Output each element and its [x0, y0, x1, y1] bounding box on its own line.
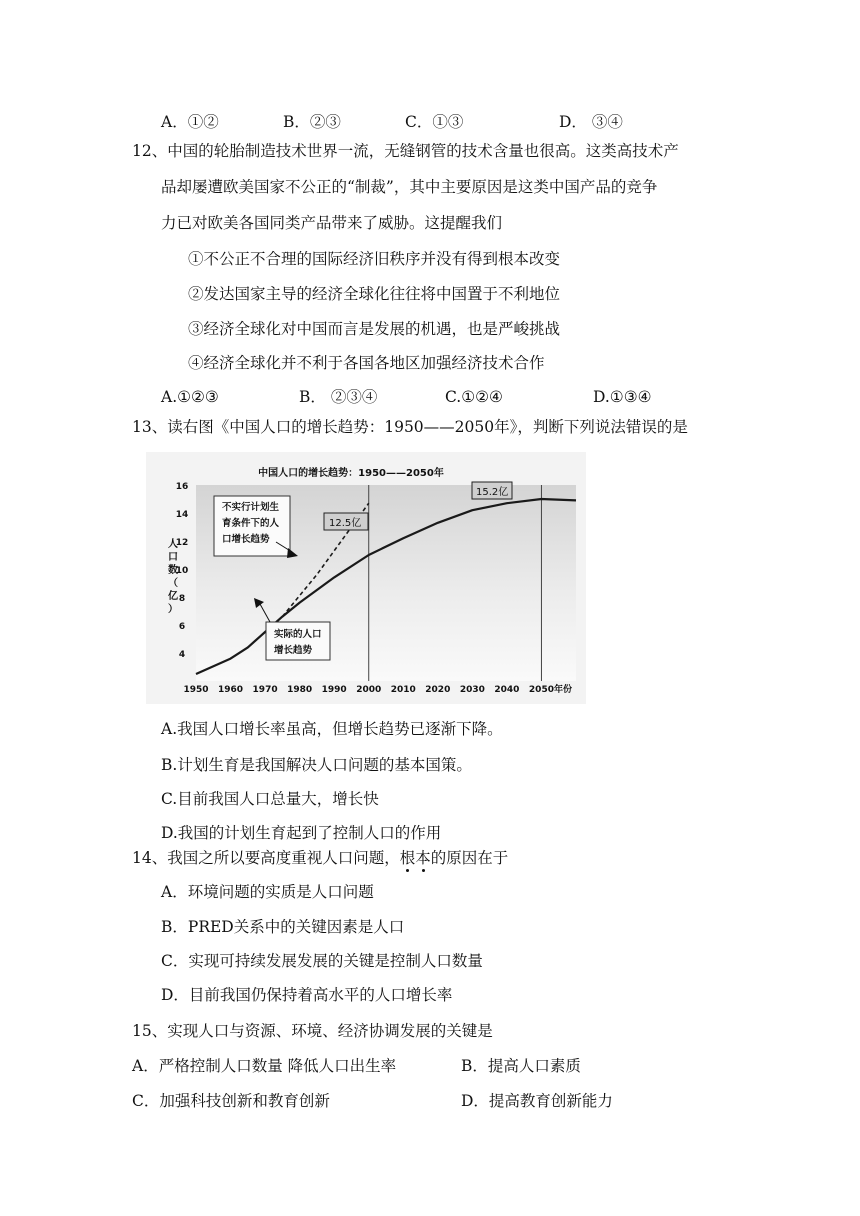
y-tick-label: 16 — [175, 482, 189, 492]
x-tick-label: 2030 — [459, 685, 485, 695]
q14-stem-emph-2: 本 — [415, 849, 431, 867]
y-tick-label: 6 — [178, 622, 186, 632]
q14-option-d: D．目前我国仍保持着高水平的人口增长率 — [161, 986, 453, 1004]
q12-item-2: ②发达国家主导的经济全球化往往将中国置于不利地位 — [188, 285, 561, 303]
q13-option-c: C.目前我国人口总量大，增长快 — [161, 790, 379, 808]
q14-stem — [132, 847, 508, 869]
q13-stem: 13、读右图《中国人口的增长趋势：1950——2050年》，判断下列说法错误的是 — [132, 418, 688, 436]
x-tick-label: 2000 — [356, 685, 382, 695]
q13-option-b: B.计划生育是我国解决人口问题的基本国策。 — [161, 756, 472, 774]
q12-stem-line-3: 力已对欧美各国同类产品带来了威胁。这提醒我们 — [161, 214, 503, 232]
y-tick-label: 8 — [178, 594, 186, 604]
q12-stem-line-2: 品却屡遭欧美国家不公正的“制裁”，其中主要原因是这类中国产品的竞争 — [161, 178, 658, 196]
q11-option-d: D． ③④ — [559, 113, 623, 131]
x-tick-label: 2010 — [390, 685, 416, 695]
legend-box-2-line-1: 实际的人口 — [274, 629, 322, 640]
q12-option-c: C.①②④ — [445, 388, 503, 406]
q15-stem: 15、实现人口与资源、环境、经济协调发展的关键是 — [132, 1022, 493, 1040]
q14-stem-pre: 14、我国之所以要高度重视人口问题， — [132, 849, 400, 867]
legend-box-1-line-3: 口增长趋势 — [222, 534, 270, 545]
q15-option-b: B．提高人口素质 — [461, 1057, 581, 1075]
annotation-15-2 — [472, 482, 512, 499]
q14-stem-emph-1: 根 — [399, 849, 416, 867]
q12-option-a: A.①②③ — [161, 388, 219, 406]
q11-option-c: C．①③ — [405, 113, 464, 131]
q13-option-d: D.我国的计划生育起到了控制人口的作用 — [161, 824, 442, 842]
x-tick-label: 2040 — [494, 685, 520, 695]
y-tick-label: 4 — [178, 650, 186, 660]
annotation-12-5 — [324, 513, 368, 530]
q15-option-c: C．加强科技创新和教育创新 — [132, 1092, 330, 1110]
population-chart — [146, 452, 586, 704]
legend-box-1-line-2: 育条件下的人 — [222, 518, 280, 529]
x-axis-label: 年份 — [554, 685, 573, 695]
x-tick-label: 1990 — [321, 685, 347, 695]
y-tick-label: 10 — [175, 566, 189, 576]
x-tick-label: 1960 — [218, 685, 244, 695]
legend-box-2-line-2: 增长趋势 — [274, 645, 313, 656]
x-tick-label: 2050 — [528, 685, 554, 695]
legend-box-1-line-1: 不实行计划生 — [222, 502, 280, 513]
legend-box-uncontrolled — [214, 496, 298, 558]
q14-stem-post: 的原因在于 — [430, 849, 509, 867]
q12-item-4: ④经济全球化并不利于各国各地区加强经济技术合作 — [188, 354, 545, 372]
q12-stem-line-1: 12、中国的轮胎制造技术世界一流，无缝钢管的技术含量也很高。这类高技术产 — [132, 142, 679, 160]
q11-option-b: B．②③ — [283, 113, 341, 131]
annotation-12-5-text: 12.5亿 — [329, 518, 362, 529]
x-tick-label: 2020 — [425, 685, 451, 695]
x-tick-label: 1980 — [287, 685, 313, 695]
x-tick-label: 1970 — [252, 685, 278, 695]
chart-title: 中国人口的增长趋势：1950——2050年 — [258, 468, 444, 479]
q11-options — [161, 111, 623, 133]
y-axis-label: 人口数（亿） — [168, 539, 178, 615]
q14-option-a: A．环境问题的实质是人口问题 — [161, 883, 374, 901]
q12-option-b: B． ②③④ — [299, 388, 378, 406]
q14-option-b: B．PRED关系中的关键因素是人口 — [161, 918, 405, 936]
q12-options — [161, 386, 652, 408]
y-tick-label: 12 — [175, 538, 189, 548]
x-tick-label: 1950 — [183, 685, 209, 695]
annotation-15-2-text: 15.2亿 — [476, 487, 509, 498]
q14-option-c: C．实现可持续发展发展的关键是控制人口数量 — [161, 952, 483, 970]
q12-item-1: ①不公正不合理的国际经济旧秩序并没有得到根本改变 — [188, 250, 561, 268]
q11-option-a: A．①② — [161, 113, 219, 131]
q15-option-a: A．严格控制人口数量 降低人口出生率 — [132, 1057, 397, 1075]
q12-item-3: ③经济全球化对中国而言是发展的机遇，也是严峻挑战 — [188, 320, 561, 338]
q15-option-d: D．提高教育创新能力 — [461, 1092, 613, 1110]
q13-option-a: A.我国人口增长率虽高，但增长趋势已逐渐下降。 — [161, 720, 503, 738]
q12-option-d: D.①③④ — [593, 388, 652, 406]
y-tick-label: 14 — [175, 510, 189, 520]
population-chart-svg — [146, 452, 586, 704]
